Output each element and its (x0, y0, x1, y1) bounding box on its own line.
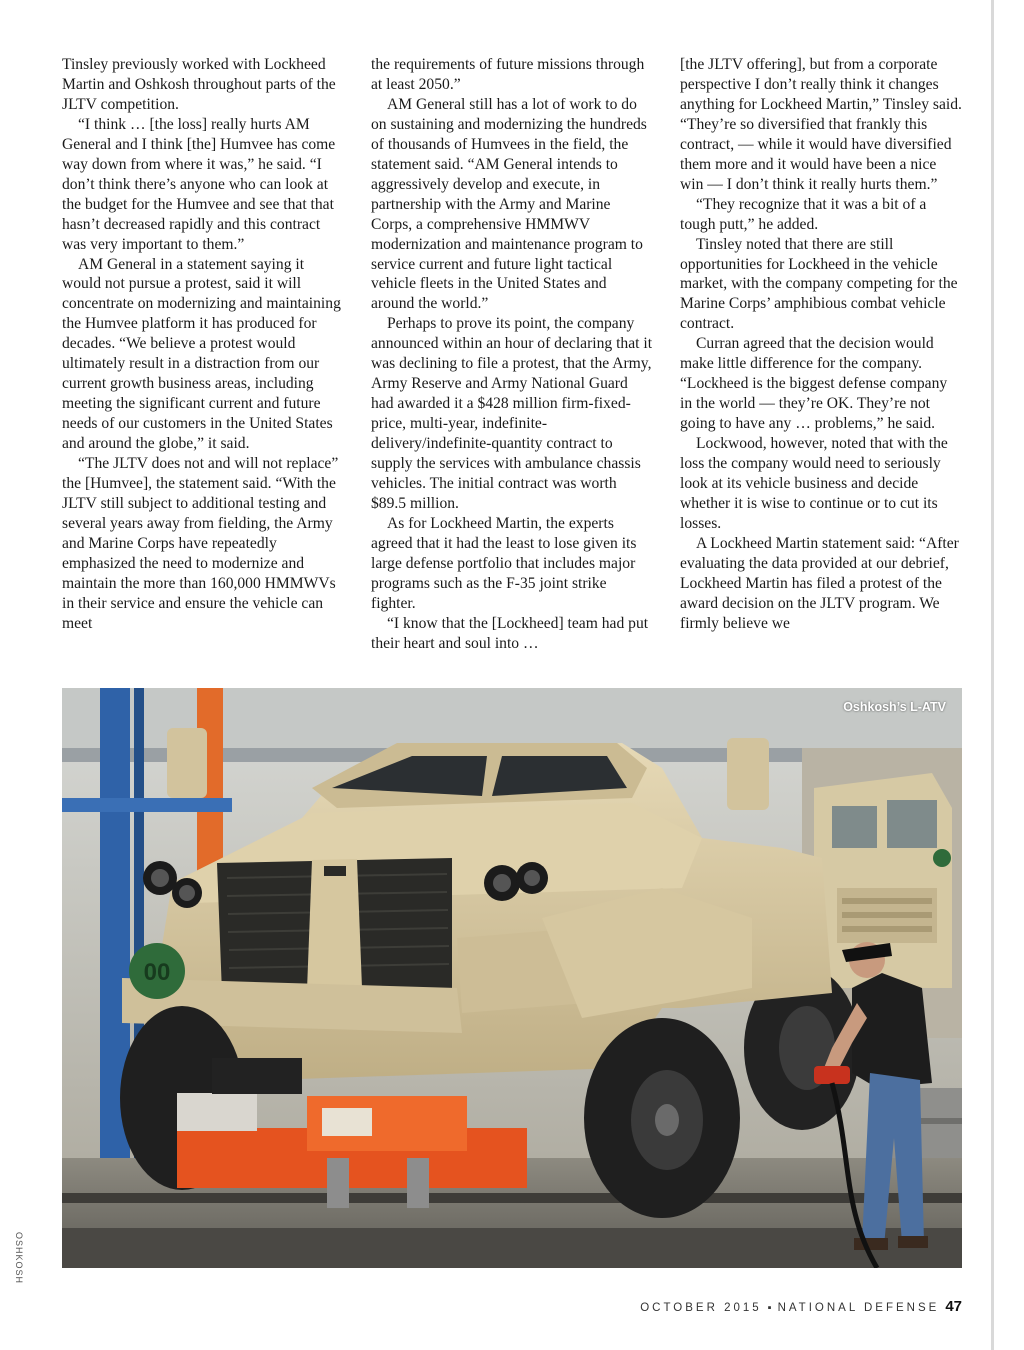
footer-magazine: NATIONAL DEFENSE (777, 1302, 940, 1314)
paragraph: As for Lockheed Martin, the experts agreed that it had the least to lose given its large defense portfolio that includes major programs such as the F-35 joint strike fighter. (371, 514, 637, 612)
paragraph: A Lockheed Martin statement said: “After evaluating the data provided at our debrief, Lockheed Martin has filed a protest of the award decision on the JLTV program. We firmly believe we (680, 534, 959, 632)
footer-issue: OCTOBER 2015 (640, 1302, 762, 1314)
paragraph: “I think … [the loss] really hurts AM General and I think [the] Humvee has come way down from where it was,” he said. “I don’t think there’s anyone who can look at the budget for the Humvee and see that that hasn’t decreased rapidly and this contract was very important to them.” (62, 115, 336, 253)
paragraph: “The JLTV does not and will not replace” the [Humvee], the statement said. “With the JLTV still subject to additional testing and several years away from fielding, the Army and Marine Corps have repeatedly emphasized the need to modernize and maintain the more than 160,000 HMMWVs in their service and ensure the vehicle can meet (62, 455, 339, 632)
paragraph: [the JLTV offering], but from a corporate perspective I don’t really think it changes anything for Lockheed Martin,” Tinsley said. “They’re so diversified that frankly this contract, — while it would have diversified them more and it would have been a nice win — I don’t think it really hurts them.” (680, 56, 962, 193)
page-number: 47 (945, 1298, 962, 1315)
mirror-right (727, 738, 769, 810)
article-column-1 (62, 55, 344, 634)
bumper-marking: 00 (143, 959, 171, 986)
vehicle-illustration (62, 688, 962, 1268)
paragraph: AM General still has a lot of work to do on sustaining and modernizing the hundreds of thousands of Humvees in the field, the statement said. “AM General intends to aggressively develop and execute, in partnership with the Army and Marine Corps, a comprehensive HMMWV modernization and maintenance program to service current and future light tactical vehicle fleets in the United States and around the world.” (371, 95, 647, 313)
paragraph: “I know that the [Lockheed] team had put their heart and soul into … (371, 614, 649, 652)
photo-caption: Oshkosh’s L-ATV (843, 700, 946, 714)
paragraph: Perhaps to prove its point, the company announced within an hour of declaring that it was declining to file a protest, that the Army, Army Reserve and Army National Guard had awarded it a $428 million firm-fixed-price, multi-year, indefinite-delivery/indefinite-quantity contract to supply the services with ambulance chassis vehicles. The initial contract was worth $89.5 million. (371, 315, 653, 512)
paragraph: “They recognize that it was a bit of a tough putt,” he added. (680, 195, 927, 233)
paragraph: AM General in a statement saying it would not pursue a protest, said it will concentrate on modernizing and maintaining the Humvee platform it has produced for decades. “We believe a protest would ultimately result in a distraction from our current growth business areas, including meeting the significant current and future needs of our customers in the United States and around the globe,” it said. (62, 255, 341, 453)
photo-credit: OSHKOSH (14, 1232, 24, 1285)
paragraph: Tinsley previously worked with Lockheed Martin and Oshkosh throughout parts of the JLTV competition. (62, 56, 336, 113)
paragraph: Tinsley noted that there are still opportunities for Lockheed in the vehicle market, with the company competing for the Marine Corps’ amphibious combat vehicle contract. (680, 235, 958, 333)
mirror-left (167, 728, 207, 798)
footer-separator: ▪ (767, 1302, 772, 1314)
article-column-3 (680, 55, 962, 634)
vehicle-photo (62, 688, 962, 1268)
page-footer (640, 1298, 962, 1315)
paragraph: Lockwood, however, noted that with the loss the company would need to seriously look at its vehicle business and decide whether it is wise to continue or to cut its losses. (680, 435, 948, 532)
article-column-2 (371, 55, 653, 654)
impact-wrench (814, 1066, 850, 1084)
page-edge (991, 0, 994, 1350)
paragraph: Curran agreed that the decision would make little difference for the company. “Lockheed is the biggest defense company in the world — they’re OK. They’re not going to have any … problems,” he said. (680, 335, 948, 433)
paragraph: the requirements of future missions through at least 2050.” (371, 56, 645, 93)
